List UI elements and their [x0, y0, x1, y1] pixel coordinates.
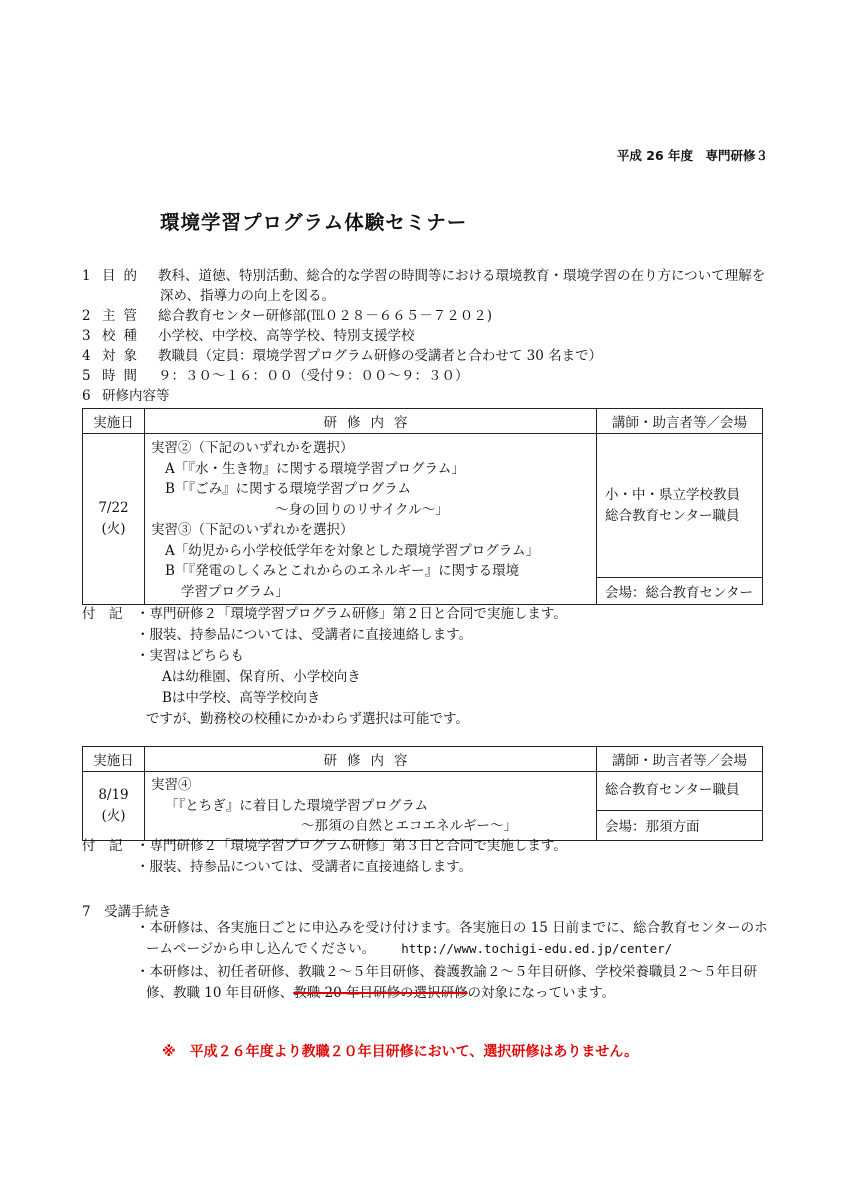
registration-text-cont: ームページから申し込んでください。 http://www.tochigi-edu.ed.jp/center/ — [146, 941, 673, 957]
practice-2-b: B「『ごみ』に関する環境学習プログラム — [165, 481, 412, 497]
item-time: 5 時間 ９：３０～１６：００（受付９：００～９：３０） — [82, 368, 469, 384]
note-line: ・服装、持参品については、受講者に直接連絡します。 — [136, 859, 473, 875]
note-line: Bは中学校、高等学校向き — [162, 690, 321, 706]
col-header-content: 研修内容 — [145, 409, 597, 434]
item-purpose: 1 目的 教科、道徳、特別活動、総合的な学習の時間等における環境教育・環境学習の在り方について理解を — [82, 268, 766, 284]
eligibility-text: ・本研修は、初任者研修、教職２～５年目研修、養護教諭２～５年目研修、学校栄養職員２～５年目研 — [136, 964, 757, 980]
session-instructors: 小・中・県立学校教員 総合教育センター職員 — [597, 434, 763, 578]
registration-text: ・本研修は、各実施日ごとに申込みを受け付けます。各実施日の 15 日前までに、総合教育センターのホ — [136, 920, 768, 936]
note-line: ・専門研修２「環境学習プログラム研修」第３日と合同で実施します。 — [136, 838, 567, 854]
item-school-type: 3 校種 小学校、中学校、高等学校、特別支援学校 — [82, 328, 415, 344]
session-content — [145, 434, 597, 605]
note-line: ・実習はどちらも — [136, 648, 244, 664]
note-line: Aは幼稚園、保育所、小学校向き — [162, 669, 361, 685]
practice-4-heading: 実習④ — [151, 777, 192, 793]
session-date: 8/19 (火) — [83, 772, 145, 841]
notice-text: ※ 平成２６年度より教職２０年目研修において、選択研修はありません。 — [162, 1044, 639, 1060]
practice-2-b-sub: ～身の回りのリサイクル～」 — [275, 501, 449, 518]
session-venue: 会場：那須方面 — [597, 810, 763, 840]
practice-3-b-cont: 学習プログラム」 — [181, 583, 289, 600]
section-7-heading: 7 受講手続き — [82, 904, 172, 920]
practice-4-title: 「『とちぎ』に着目した環境学習プログラム — [165, 797, 429, 814]
page-title: 環境学習プログラム体験セミナー — [160, 211, 468, 234]
practice-3-a: A「幼児から小学校低学年を対象とした環境学習プログラム」 — [165, 542, 540, 559]
schedule-table-2 — [82, 746, 763, 841]
session-instructors: 総合教育センター職員 — [597, 772, 763, 811]
session-content — [145, 772, 597, 841]
col-header-date: 実施日 — [83, 747, 145, 772]
practice-2-a: A「『水・生き物』に関する環境学習プログラム」 — [165, 460, 465, 477]
notes-label-1: 付 記 — [82, 606, 123, 622]
notes-label-2: 付 記 — [82, 838, 123, 854]
item-purpose-cont: 深め、指導力の向上を図る。 — [160, 288, 335, 304]
schedule-table-1 — [82, 408, 763, 605]
eligibility-text-cont: 修、教職 10 年目研修、教職 20 年目研修の選択研修の対象になっています。 — [146, 985, 615, 1001]
item-contents: 6 研修内容等 — [82, 388, 170, 404]
col-header-instructor: 講師・助言者等／会場 — [597, 747, 763, 772]
col-header-instructor: 講師・助言者等／会場 — [597, 409, 763, 434]
note-line: ですが、勤務校の校種にかかわらず選択は可能です。 — [146, 711, 469, 727]
page-header: 平成 26 年度 専門研修３ — [616, 148, 768, 163]
item-target: 4 対象 教職員（定員：環境学習プログラム研修の受講者と合わせて 30 名まで） — [82, 348, 603, 364]
practice-2-heading: 実習②（下記のいずれかを選択） — [151, 440, 354, 456]
note-line: ・服装、持参品については、受講者に直接連絡します。 — [136, 627, 473, 643]
item-host: 2 主管 総合教育センター研修部(℡０２８－６６５－７２０２) — [82, 308, 492, 324]
struck-text: 教職 20 年目研修の選択研修 — [293, 985, 468, 1001]
practice-3-heading: 実習③（下記のいずれかを選択） — [151, 522, 354, 538]
session-venue: 会場：総合教育センター — [597, 578, 763, 605]
session-date: 7/22 (火) — [83, 434, 145, 605]
practice-4-sub: ～那須の自然とエコエネルギー～」 — [301, 818, 517, 834]
center-url-link[interactable]: http://www.tochigi-edu.ed.jp/center/ — [401, 941, 673, 956]
practice-3-b: B「『発電のしくみとこれからのエネルギー』に関する環境 — [165, 563, 520, 579]
col-header-date: 実施日 — [83, 409, 145, 434]
note-line: ・専門研修２「環境学習プログラム研修」第２日と合同で実施します。 — [136, 606, 567, 622]
col-header-content: 研修内容 — [145, 747, 597, 772]
